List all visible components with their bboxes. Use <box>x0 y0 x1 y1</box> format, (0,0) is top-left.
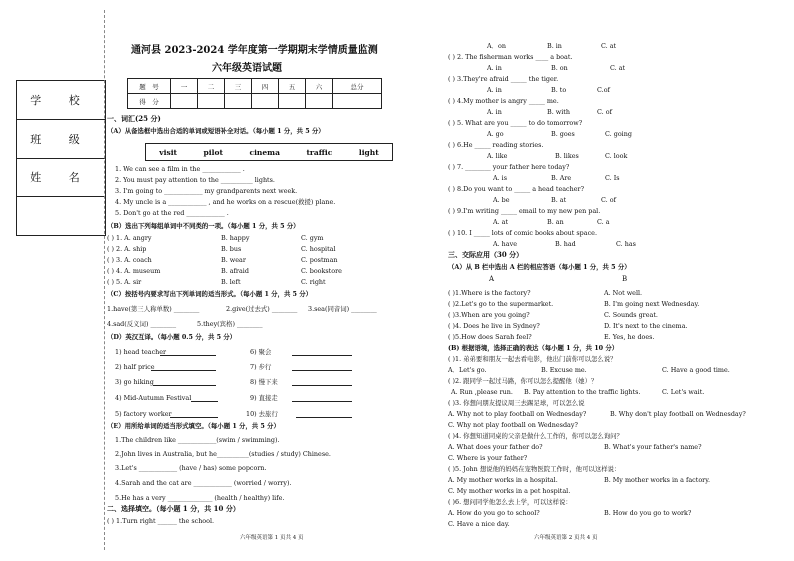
score-cell[interactable] <box>198 94 225 109</box>
score-row-label: 得 分 <box>128 94 171 109</box>
choice-question: ( ) 8.Do you want to _____ a head teacher? <box>448 185 584 193</box>
partD-item: 4) Mid-Autumn Festival <box>115 394 192 402</box>
choice-option: B. had <box>555 240 576 248</box>
choice-question: ( ) 5. What are you _____ to do tomorrow? <box>448 119 583 127</box>
partD-item: 3) go hiking <box>115 378 154 386</box>
partD-item: 7) 步行 <box>250 363 272 371</box>
word-bank-item: cinema <box>249 147 280 157</box>
partD-item: 2) half price <box>115 363 155 371</box>
section3-partA-label: （A）从 B 栏中选出 A 栏的相应答语（每小题 1 分，共 5 分） <box>448 263 631 271</box>
class-field <box>17 119 105 159</box>
partD-item: 6) 聚会 <box>250 348 272 356</box>
partB-option: C. right <box>301 278 326 286</box>
partB-option: C. postman <box>301 256 338 264</box>
situation-option: C. Have a nice day. <box>448 520 510 528</box>
choice-option: C. Is <box>605 174 620 182</box>
situation-question: ( )2. 跟同学一起过马路，你可以怎么提醒他（她）？ <box>448 377 598 385</box>
school-field <box>17 81 105 120</box>
score-cell[interactable] <box>171 94 198 109</box>
partB-option: B. left <box>221 278 241 286</box>
answer-blank[interactable] <box>292 401 352 402</box>
partA-question: 4. My uncle is a ____________ , and he works on a rescue(救援) plane. <box>115 198 336 206</box>
situation-option: C. Where is your father? <box>448 454 528 462</box>
partE-item: 4.Sarah and the cat are ____________ (worried / worry). <box>115 479 292 487</box>
score-header-cell: 一 <box>171 79 198 94</box>
partB-option: B. afraid <box>221 267 249 275</box>
partA-question: 3. I'm going to ____________ my grandparents next week. <box>115 187 298 195</box>
exam-title: 通河县 2023-2024 学年度第一学期期末学情质量监测 <box>131 45 378 56</box>
name-label: 姓 名 <box>30 171 92 184</box>
choice-option: C. of <box>601 196 616 204</box>
situation-option: A. Run ,please run. <box>451 388 513 396</box>
choice-option: B. at <box>551 196 567 204</box>
situation-option: C. Why not play football on Wednesday? <box>448 421 578 429</box>
partD-label: （D）英汉互译。（每小题 0.5 分，共 5 分） <box>107 333 237 341</box>
choice-option: C. a <box>597 218 610 226</box>
match-answer: E. Yes, he does. <box>604 333 655 341</box>
word-bank <box>145 143 393 161</box>
choice-option: C. at <box>610 64 626 72</box>
choice-option: A. go <box>487 130 504 138</box>
situation-question: ( )3. 你想问朋友提议周三去踢足球，可以怎么说 <box>448 399 585 407</box>
class-label: 班 级 <box>30 132 92 146</box>
answer-blank[interactable] <box>292 385 352 386</box>
partC-item: 3.sea(同音词) ________ <box>308 305 377 313</box>
match-item: ( )4. Does he live in Sydney? <box>448 322 540 330</box>
choice-option: A. like <box>487 152 508 160</box>
answer-blank[interactable] <box>292 355 352 356</box>
partE-label: （E）用所给单词的适当形式填空。（每小题 1 分，共 5 分） <box>107 422 280 430</box>
column-A-header: A <box>489 275 495 283</box>
choice-question: ( ) 2. The fisherman works ____ a boat. <box>448 53 573 61</box>
situation-question: ( )1. 弟弟要和朋友一起去看电影，他出门前你可以怎么说？ <box>448 355 617 363</box>
section2-heading: 二、选择填空。（每小题 1 分，共 10 分） <box>107 504 240 513</box>
partB-row: ( ) 1. A. angry <box>107 234 152 242</box>
partB-row: ( ) 3. A. coach <box>107 256 152 264</box>
choice-option: B. to <box>551 86 567 94</box>
choice-option: B. an <box>547 218 564 226</box>
choice-option: A．on <box>487 42 506 50</box>
name-field <box>17 158 105 197</box>
partA-question: 5. Don't go at the red ____________ . <box>115 209 229 217</box>
word-bank-item: visit <box>159 147 178 157</box>
choice-question: ( ) 6.He _____ reading stories. <box>448 141 544 149</box>
partB-option: B. wear <box>221 256 246 264</box>
score-header-cell: 三 <box>225 79 252 94</box>
page-footer-right: 六年级英语第 2 页共 4 页 <box>534 535 598 541</box>
partD-item: 10) 去旅行 <box>246 410 278 418</box>
score-header-cell: 四 <box>252 79 279 94</box>
situation-option: B. Why don't play football on Wednesday? <box>610 410 746 418</box>
choice-option: C. going <box>605 130 632 138</box>
score-header-cell: 总分 <box>333 79 382 94</box>
partB-row: ( ) 5. A. sir <box>107 278 142 286</box>
choice-option: A. be <box>493 196 510 204</box>
choice-question: ( ) 3.They're afraid _____ the tiger. <box>448 75 559 83</box>
score-header-cell: 题 号 <box>128 79 171 94</box>
situation-question: ( )6. 想问同学他怎么去上学，可以这样说： <box>448 498 572 506</box>
binding-line <box>104 10 105 550</box>
partD-item: 1) head teacher <box>115 348 167 356</box>
choice-option: A. have <box>493 240 517 248</box>
partC-item: 2.give(过去式) ________ <box>226 305 298 313</box>
match-item: ( )1.Where is the factory? <box>448 289 531 297</box>
situation-option: B. What's your father's name? <box>604 443 702 451</box>
school-label: 学 校 <box>30 94 92 107</box>
choice-option: A. at <box>493 218 509 226</box>
score-header-cell: 六 <box>306 79 333 94</box>
word-bank-item: light <box>358 147 379 157</box>
choice-option: A. in <box>487 64 502 72</box>
page-footer-left: 六年级英语第 1 页共 4 页 <box>240 535 304 541</box>
partE-item: 5.He has a very ______________ (health / healthy) life. <box>115 494 285 502</box>
choice-option: C.of <box>597 86 610 94</box>
partB-option: C. gym <box>301 234 324 242</box>
column-B-header: B <box>622 275 628 283</box>
partB-row: ( ) 4. A. museum <box>107 267 161 275</box>
match-answer: C. Sounds great. <box>604 311 658 319</box>
situation-option: A．Let's go. <box>448 366 487 374</box>
choice-option: C. has <box>616 240 636 248</box>
choice-option: A. in <box>487 86 502 94</box>
score-header-cell: 五 <box>279 79 306 94</box>
choice-option: B. goes <box>551 130 575 138</box>
section1-heading: 一、词汇(25 分) <box>107 114 161 123</box>
choice-question: ( ) 7. ________ your father here today? <box>448 163 570 171</box>
partA-question: 2. You must pay attention to the __________ lights. <box>115 176 275 184</box>
choice-question: ( ) 10. I _____ lots of comic books about space. <box>448 229 597 237</box>
partE-item: 3.Let's ____________ (have / has) some popcorn. <box>115 464 267 472</box>
score-table <box>127 78 382 109</box>
section3-heading: 三、交际应用（30 分） <box>448 250 524 259</box>
situation-option: A. How do you go to school? <box>448 509 540 517</box>
choice-option: B. with <box>547 108 570 116</box>
score-cell[interactable] <box>225 94 252 109</box>
situation-option: A. What does your father do? <box>448 443 543 451</box>
word-bank-item: pilot <box>203 147 223 157</box>
score-header-cell: 二 <box>198 79 225 94</box>
partA-question: 1. We can see a film in the ____________ . <box>115 165 245 173</box>
answer-blank[interactable] <box>153 385 216 386</box>
answer-blank[interactable] <box>151 370 216 371</box>
choice-option: C. look <box>605 152 628 160</box>
situation-option: B. Excuse me. <box>541 366 587 374</box>
choice-question: ( ) 1.Turn right ______ the school. <box>107 517 215 525</box>
exam-subtitle: 六年级英语试题 <box>212 63 282 74</box>
choice-question: ( ) 9.I'm writing _____ email to my new pen pal. <box>448 207 601 215</box>
score-cell[interactable] <box>333 94 382 109</box>
partA-label: （A）从备选框中选出合适的单词或短语补全对话。（每小题 1 分，共 5 分） <box>107 127 325 135</box>
score-cell[interactable] <box>279 94 306 109</box>
choice-option: B. Are <box>551 174 572 182</box>
situation-option: C. Have a good time. <box>662 366 730 374</box>
situation-option: A. Why not to play football on Wednesday? <box>448 410 587 418</box>
match-item: ( )2.Let's go to the supermarket. <box>448 300 554 308</box>
situation-question: ( )4. 你想知道同桌的父亲是做什么工作的，你可以怎么询问？ <box>448 432 623 440</box>
answer-blank[interactable] <box>170 417 218 418</box>
choice-option: C. of <box>597 108 612 116</box>
situation-option: C. My mother works in a pet hospital. <box>448 487 571 495</box>
blank-field <box>17 196 105 235</box>
word-bank-item: traffic <box>306 147 333 157</box>
partC-item: 4.sad(反义词) ________ <box>107 320 177 328</box>
partB-option: C. bookstore <box>301 267 342 275</box>
partD-item: 5) factory worker <box>115 410 172 418</box>
partE-item: 2.John lives in Australia, but he__________(studies / study) Chinese. <box>115 450 331 458</box>
match-item: ( )5.How does Sarah feel? <box>448 333 532 341</box>
partD-item: 9) 直接走 <box>250 394 278 402</box>
section3-partB-label: (B) 根据语境，选择正确的表达（每小题 1 分，共 10 分） <box>448 344 619 352</box>
situation-option: A. My mother works in a hospital. <box>448 476 558 484</box>
situation-option: C. Let's wait. <box>662 388 705 396</box>
choice-option: C. at <box>601 42 617 50</box>
choice-option: B. in <box>547 42 562 50</box>
choice-option: B. on <box>551 64 568 72</box>
score-cell[interactable] <box>306 94 333 109</box>
choice-question: ( ) 4.My mother is angry _____ me. <box>448 97 559 105</box>
partB-option: B. happy <box>221 234 250 242</box>
partC-item: 5.they(宾格) ________ <box>197 320 263 328</box>
partB-option: B. bus <box>221 245 242 253</box>
match-answer: D. It's next to the cinema. <box>604 322 688 330</box>
choice-option: B. likes <box>555 152 579 160</box>
partD-item: 8) 慢下来 <box>250 378 278 386</box>
situation-option: B. How do you go to work? <box>604 509 692 517</box>
answer-blank[interactable] <box>191 401 218 402</box>
match-item: ( )3.When are you going? <box>448 311 530 319</box>
answer-blank[interactable] <box>296 417 352 418</box>
situation-option: B. My mother works in a factory. <box>604 476 711 484</box>
partB-row: ( ) 2. A. ship <box>107 245 147 253</box>
partE-item: 1.The children like ____________(swim / swimming). <box>115 436 280 444</box>
match-answer: A. Not well. <box>604 289 643 297</box>
situation-option: B. Pay attention to the traffic lights. <box>524 388 641 396</box>
score-cell[interactable] <box>252 94 279 109</box>
situation-question: ( )5. John 想说他的妈妈在宠物医院工作时，他可以这样说： <box>448 465 621 473</box>
choice-option: A. is <box>493 174 508 182</box>
answer-blank[interactable] <box>160 355 216 356</box>
answer-blank[interactable] <box>292 370 352 371</box>
partB-label: （B）选出下列每组单词中不同类的一项。（每小题 1 分，共 5 分） <box>107 222 300 230</box>
partB-option: C. hospital <box>301 245 336 253</box>
choice-option: A. in <box>487 108 502 116</box>
partC-label: （C）按括号内要求写出下列单词的适当形式。（每小题 1 分，共 5 分） <box>107 290 313 298</box>
student-info-box <box>16 80 106 236</box>
partC-item: 1.have(第三人称单数) ________ <box>107 305 200 313</box>
match-answer: B. I'm going next Wednesday. <box>604 300 700 308</box>
